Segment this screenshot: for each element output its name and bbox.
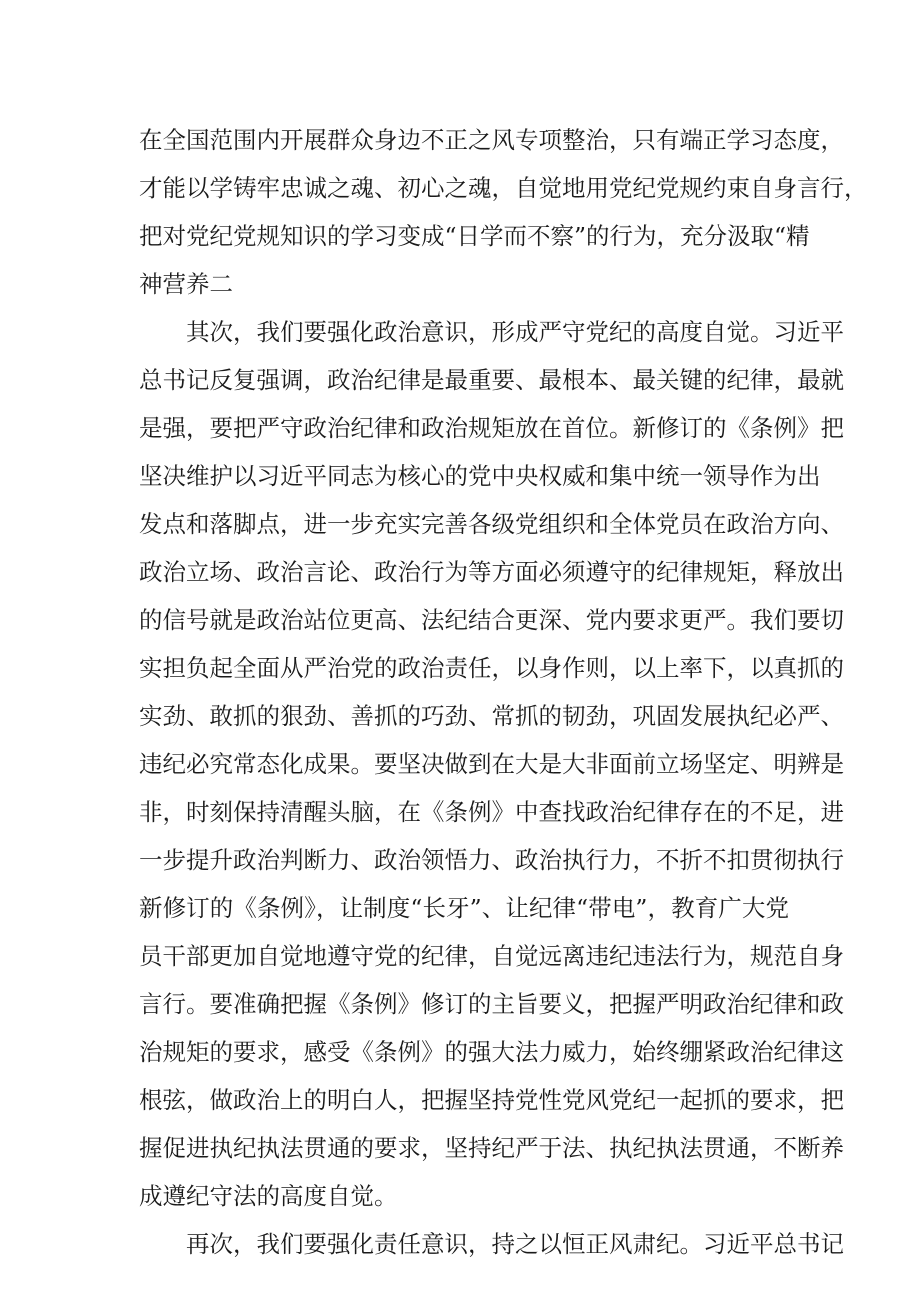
text-line: 政治立场、政治言论、政治行为等方面必须遵守的纪律规矩，释放出 — [139, 558, 844, 586]
text-line: 才能以学铸牢忠诚之魂、初心之魂，自觉地用党纪党规约束自身言行， — [139, 174, 868, 202]
text-line: 把对党纪党规知识的学习变成“日学而不察”的行为，充分汲取“精 — [139, 222, 810, 250]
paragraph-start-line: 其次，我们要强化政治意识，形成严守党纪的高度自觉。习近平 — [186, 318, 844, 346]
text-line: 的信号就是政治站位更高、法纪结合更深、党内要求更严。我们要切 — [139, 606, 844, 634]
text-line: 坚决维护以习近平同志为核心的党中央权威和集中统一领导作为出 — [139, 462, 821, 490]
text-line: 成遵纪守法的高度自觉。 — [139, 1182, 398, 1210]
text-line: 实担负起全面从严治党的政治责任，以身作则，以上率下，以真抓的 — [139, 654, 844, 682]
text-line: 新修订的《条例》，让制度“长牙”、让纪律“带电”，教育广大党 — [139, 894, 789, 922]
text-line: 实劲、敢抓的狠劲、善抓的巧劲、常抓的韧劲，巩固发展执纪必严、 — [139, 702, 844, 730]
text-line: 是强，要把严守政治纪律和政治规矩放在首位。新修订的《条例》把 — [139, 414, 844, 442]
text-line: 总书记反复强调，政治纪律是最重要、最根本、最关键的纪律，最就 — [139, 366, 844, 394]
text-line: 员干部更加自觉地遵守党的纪律，自觉远离违纪违法行为，规范自身 — [139, 942, 844, 970]
text-line: 言行。要准确把握《条例》修订的主旨要义，把握严明政治纪律和政 — [139, 990, 844, 1018]
text-line: 握促进执纪执法贯通的要求，坚持纪严于法、执纪执法贯通，不断养 — [139, 1134, 844, 1162]
text-line: 在全国范围内开展群众身边不正之风专项整治，只有端正学习态度， — [139, 126, 844, 154]
text-line: 神营养二 — [139, 270, 233, 298]
text-line: 治规矩的要求，感受《条例》的强大法力威力，始终绷紧政治纪律这 — [139, 1038, 844, 1066]
text-line: 发点和落脚点，进一步充实完善各级党组织和全体党员在政治方向、 — [139, 510, 844, 538]
text-line: 一步提升政治判断力、政治领悟力、政治执行力，不折不扣贯彻执行 — [139, 846, 844, 874]
text-line: 非，时刻保持清醒头脑，在《条例》中查找政治纪律存在的不足，进 — [139, 798, 844, 826]
paragraph-start-line: 再次，我们要强化责任意识，持之以恒正风肃纪。习近平总书记 — [186, 1230, 844, 1258]
text-line: 违纪必究常态化成果。要坚决做到在大是大非面前立场坚定、明辨是 — [139, 750, 844, 778]
text-line: 根弦，做政治上的明白人，把握坚持党性党风党纪一起抓的要求，把 — [139, 1086, 844, 1114]
